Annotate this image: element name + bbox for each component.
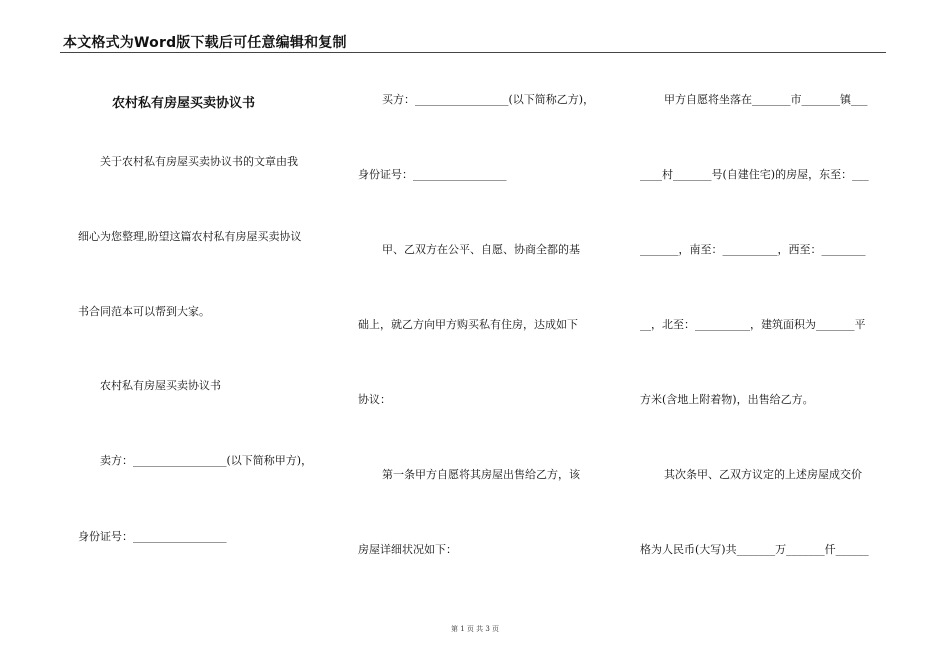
paragraph-line: 方米(含地上附着物)，出售给乙方。	[640, 393, 814, 406]
paragraph-line: 础上，就乙方向甲方购买私有住房，达成如下	[358, 318, 578, 331]
paragraph-line: 关于农村私有房屋买卖协议书的文章由我	[100, 155, 298, 168]
seller-id-line: 身份证号：_________________	[78, 530, 227, 543]
paragraph-line: 书合同范本可以帮到大家。	[78, 305, 210, 318]
paragraph-line: 协议：	[358, 393, 391, 406]
page-number: 第 1 页 共 3 页	[450, 625, 500, 633]
paragraph-line: 格为人民币(大写)共_______万_______仟______	[640, 543, 869, 556]
paragraph-line: 细心为您整理,盼望这篇农村私有房屋买卖协议	[78, 230, 302, 243]
subtitle-line: 农村私有房屋买卖协议书	[100, 379, 221, 392]
buyer-id-line: 身份证号：_________________	[358, 168, 507, 181]
paragraph-line: ____村_______号(自建住宅)的房屋，东至：___	[640, 168, 869, 181]
buyer-line: 买方：_________________(以下简称乙方)，	[382, 93, 595, 106]
paragraph-line: __，北至：__________，建筑面积为_______平	[640, 318, 866, 331]
header-divider	[60, 52, 886, 53]
paragraph-line: 其次条甲、乙双方议定的上述房屋成交价	[664, 468, 862, 481]
seller-line: 卖方：_________________(以下简称甲方)，	[100, 454, 313, 467]
paragraph-line: 房屋详细状况如下：	[358, 543, 457, 556]
document-header: 本文格式为Word版下载后可任意编辑和复制	[63, 35, 347, 51]
paragraph-line: 甲方自愿将坐落在_______市_______镇___	[664, 93, 868, 106]
paragraph-line: 第一条甲方自愿将其房屋出售给乙方，该	[382, 468, 580, 481]
paragraph-line: _______，南至：__________，西至：________	[640, 243, 866, 256]
paragraph-line: 甲、乙双方在公平、自愿、协商全都的基	[382, 243, 580, 256]
document-title: 农村私有房屋买卖协议书	[112, 96, 256, 111]
